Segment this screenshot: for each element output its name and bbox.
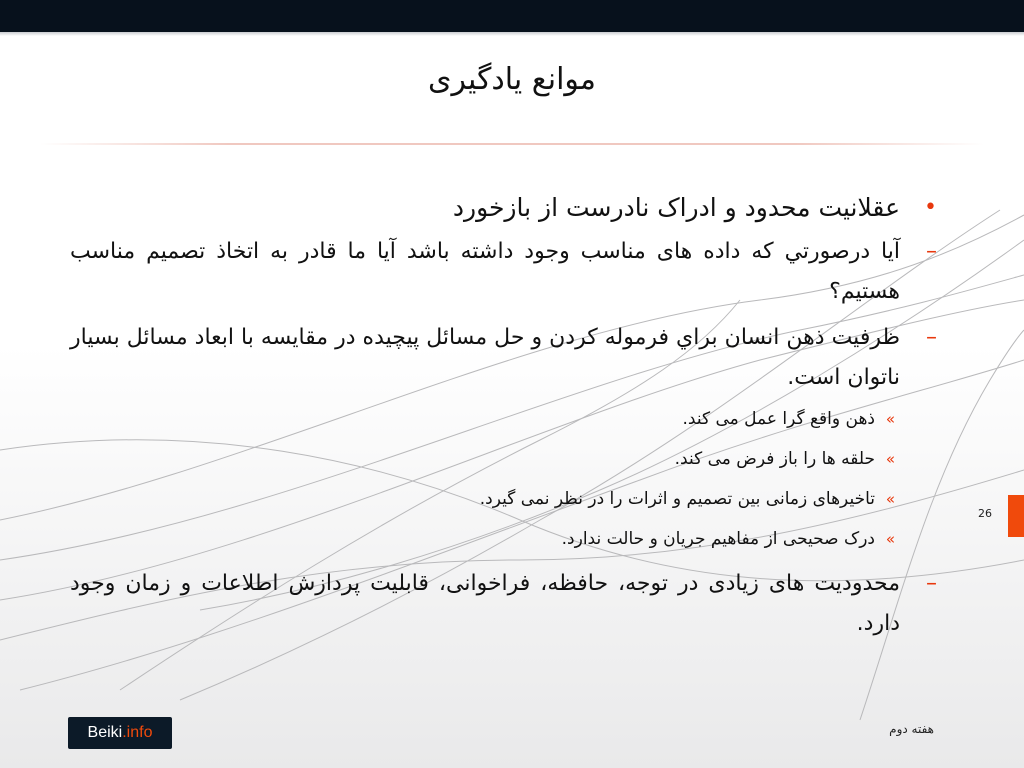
dash-marker: –	[926, 571, 937, 596]
chevron-marker: »	[885, 490, 895, 508]
sub-sub-bullet-item	[70, 524, 945, 554]
sub-sub-bullet-item	[70, 484, 945, 514]
top-bar	[0, 0, 1024, 32]
sub-bullet-item	[70, 318, 945, 398]
footer-text: هفته دوم	[889, 722, 934, 736]
side-accent-tab	[1008, 495, 1024, 537]
sub-sub-bullet-item	[70, 444, 945, 474]
sub-sub-bullet-item	[70, 404, 945, 434]
bullet-item	[70, 188, 945, 228]
logo-accent-text: .info	[122, 724, 153, 741]
title-divider	[40, 143, 984, 145]
sub-sub-bullet-text: درک صحیحی از مفاهیم جریان و حالت ندارد.	[561, 529, 875, 549]
bullet-marker: •	[924, 195, 937, 220]
page-number: 26	[978, 507, 992, 520]
chevron-marker: »	[885, 450, 895, 468]
sub-bullet-item	[70, 232, 945, 312]
chevron-marker: »	[885, 530, 895, 548]
logo-text: Beiki	[87, 724, 123, 741]
slide-content	[70, 188, 945, 650]
top-bar-shadow	[0, 32, 1024, 36]
bullet-text: عقلانیت محدود و ادراک نادرست از بازخورد	[452, 193, 900, 222]
dash-marker: –	[926, 325, 937, 350]
brand-logo	[68, 717, 172, 749]
sub-bullet-text: محدودیت های زیادی در توجه، حافظه، فراخوانی، قابلیت پردازش اطلاعات و زمان وجود دارد.	[70, 571, 900, 636]
sub-bullet-text: ظرفيت ذهن انسان براي فرموله كردن و حل مسائل پيچيده در مقايسه با ابعاد مسائل بسيار ناتوان است.	[70, 325, 900, 390]
sub-sub-bullet-text: حلقه ها را باز فرض می کند.	[674, 449, 875, 469]
dash-marker: –	[926, 239, 937, 264]
slide-title: موانع یادگیری	[428, 62, 596, 97]
chevron-marker: »	[885, 410, 895, 428]
sub-sub-bullet-text: ذهن واقع گرا عمل می کند.	[682, 409, 875, 429]
sub-sub-bullet-text: تاخیرهای زمانی بین تصمیم و اثرات را در نظر نمی گیرد.	[479, 489, 875, 509]
sub-bullet-item	[70, 564, 945, 644]
sub-bullet-text: آیا درصورتي كه داده های مناسب وجود داشته باشد آیا ما قادر به اتخاذ تصمیم مناسب هستیم؟	[70, 239, 900, 304]
